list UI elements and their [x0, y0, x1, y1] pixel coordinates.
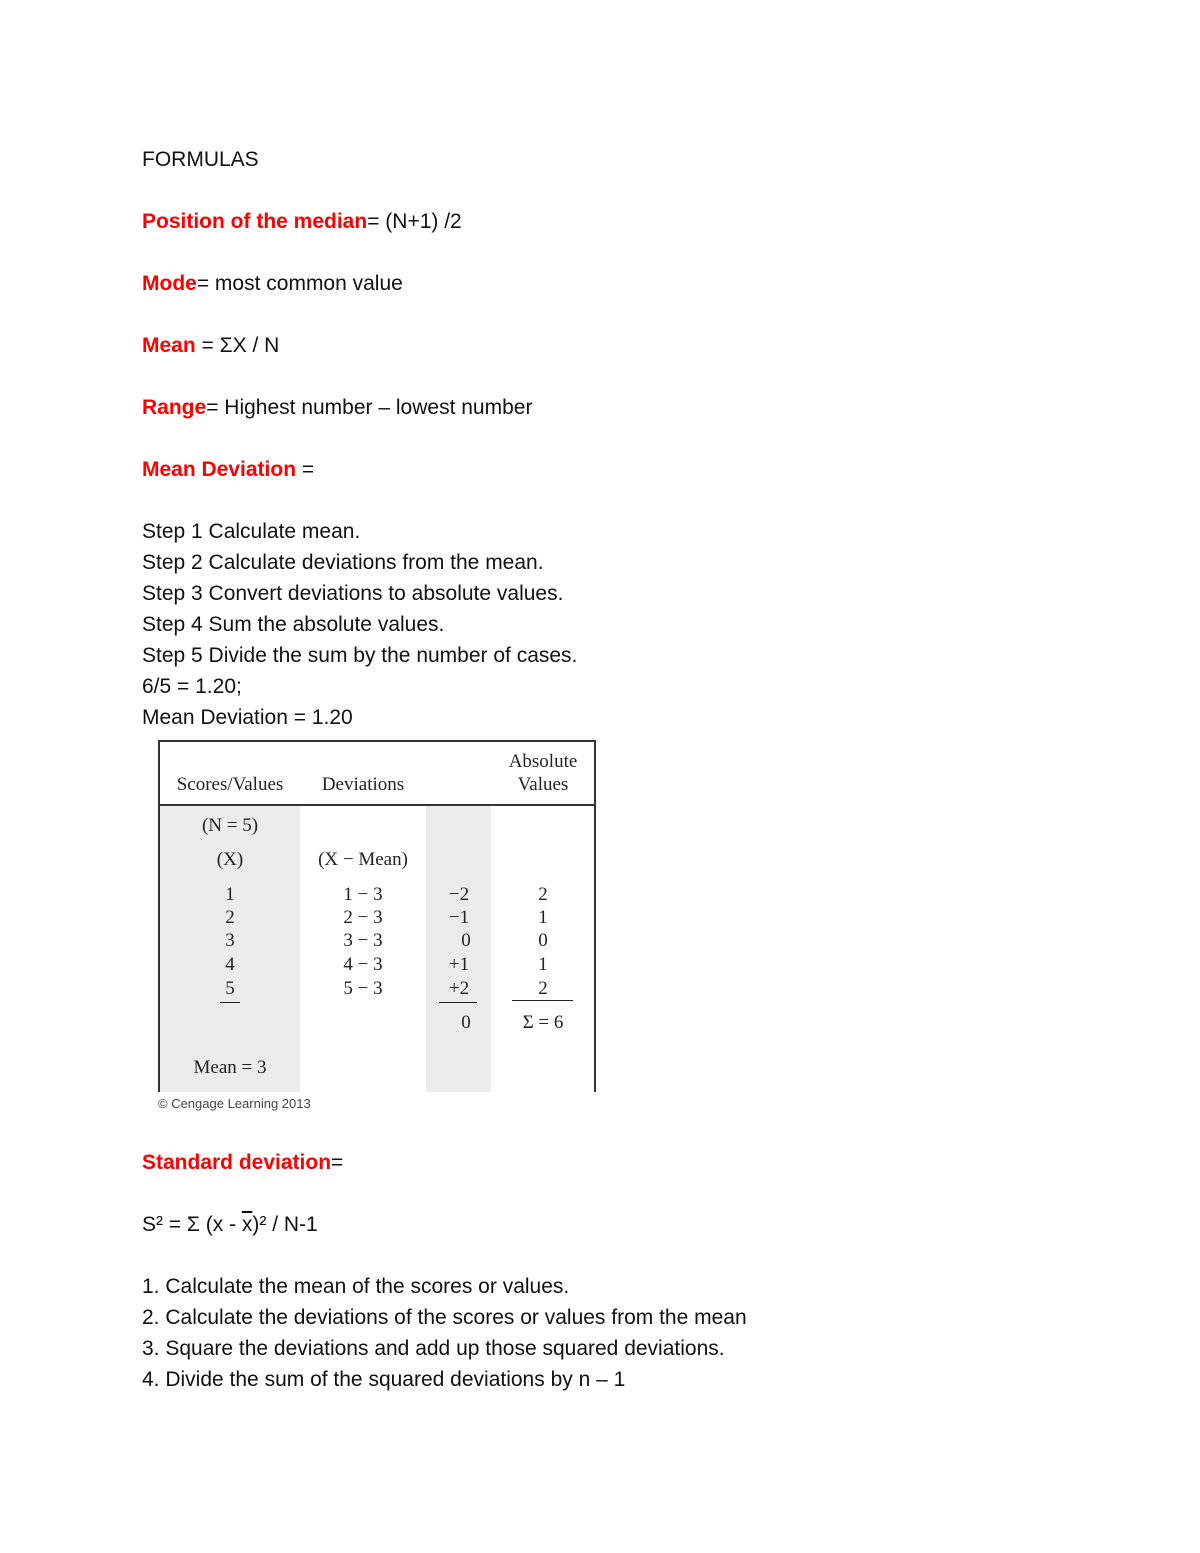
standard-deviation-step: 4. Divide the sum of the squared deviations by n – 1 — [142, 1368, 626, 1391]
mean-label: Mean — [142, 334, 196, 357]
mean-deviation-step: Step 3 Convert deviations to absolute values. — [142, 582, 564, 605]
table-cell-abs: 1 — [538, 907, 548, 928]
mean-deviation-expression: = — [296, 458, 315, 481]
standard-deviation-step: 3. Square the deviations and add up those squared deviations. — [142, 1337, 725, 1360]
table-cell-x: 5 — [225, 978, 235, 999]
mode-formula — [142, 271, 403, 297]
mean-deviation-step: Step 2 Calculate deviations from the mean. — [142, 551, 544, 574]
mode-label: Mode — [142, 272, 197, 295]
equation-left: S² = Σ (x - — [142, 1213, 242, 1236]
sum-rule — [439, 1002, 477, 1003]
table-cell-abs: 0 — [538, 930, 548, 951]
header-divider — [158, 804, 596, 806]
table-cell-x: 4 — [225, 954, 235, 975]
table-cell-expr: 4 − 3 — [343, 954, 383, 975]
sum-rule — [512, 1000, 573, 1001]
mean-deviation-step: Step 1 Calculate mean. — [142, 520, 361, 543]
table-cell-expr: 2 − 3 — [343, 907, 383, 928]
mean-deviation-result: Mean Deviation = 1.20 — [142, 706, 353, 729]
range-label: Range — [142, 396, 207, 419]
table-cell-abs: 1 — [538, 954, 548, 975]
median-label: Position of the median — [142, 210, 368, 233]
standard-deviation-step: 1. Calculate the mean of the scores or values. — [142, 1275, 570, 1298]
x-label: (X) — [216, 849, 244, 870]
header-scores: Scores/Values — [176, 774, 284, 795]
mean-value: Mean = 3 — [193, 1057, 267, 1078]
n-label: (N = 5) — [201, 815, 259, 836]
range-formula — [142, 395, 532, 421]
table-cell-x: 3 — [225, 930, 235, 951]
range-expression: = Highest number – lowest number — [206, 396, 533, 419]
sum-rule — [220, 1002, 240, 1003]
page-title: FORMULAS — [142, 148, 259, 171]
mean-expression: = ΣX / N — [195, 334, 280, 357]
table-cell-dev: +1 — [448, 954, 470, 975]
median-expression: = (N+1) /2 — [367, 210, 462, 233]
standard-deviation-equation — [142, 1212, 318, 1238]
table-border — [594, 740, 596, 1092]
table-cell-expr: 5 − 3 — [343, 978, 383, 999]
table-cell-dev: −1 — [448, 907, 470, 928]
deviation-label: (X − Mean) — [318, 849, 408, 870]
table-cell-expr: 3 − 3 — [343, 930, 383, 951]
header-deviations: Deviations — [321, 774, 405, 795]
mean-deviation-calc: 6/5 = 1.20; — [142, 675, 242, 698]
standard-deviation-label: Standard deviation — [142, 1151, 332, 1174]
mean-deviation-label: Mean Deviation — [142, 458, 297, 481]
table-cell-dev: −2 — [448, 884, 470, 905]
equation-right: )² / N-1 — [252, 1213, 318, 1236]
table-border — [158, 740, 160, 1092]
table-cell-x: 1 — [225, 884, 235, 905]
standard-deviation-step: 2. Calculate the deviations of the scores or values from the mean — [142, 1306, 747, 1329]
table-cell-expr: 1 − 3 — [343, 884, 383, 905]
mean-deviation-step: Step 5 Divide the sum by the number of cases. — [142, 644, 578, 667]
mean-deviation-table — [158, 740, 596, 1092]
table-cell-x: 2 — [225, 907, 235, 928]
header-values: Values — [517, 774, 569, 795]
standard-deviation-formula — [142, 1150, 343, 1176]
header-absolute: Absolute — [508, 751, 578, 772]
mean-formula — [142, 333, 279, 359]
table-cell-abs: 2 — [538, 884, 548, 905]
copyright-credit: © Cengage Learning 2013 — [158, 1096, 311, 1111]
table-cell-dev: +2 — [448, 978, 470, 999]
deviation-sum: 0 — [461, 1012, 471, 1033]
table-cell-dev: 0 — [461, 930, 471, 951]
shaded-column — [426, 806, 491, 1092]
table-border — [158, 740, 596, 742]
standard-deviation-expression: = — [331, 1151, 344, 1174]
mode-expression: = most common value — [196, 272, 403, 295]
mean-deviation-step: Step 4 Sum the absolute values. — [142, 613, 445, 636]
absolute-sum: Σ = 6 — [522, 1012, 564, 1033]
table-cell-abs: 2 — [538, 978, 548, 999]
median-formula — [142, 209, 462, 235]
x-bar: $\overline{x}$ — [241, 1213, 253, 1236]
mean-deviation-formula — [142, 457, 314, 483]
